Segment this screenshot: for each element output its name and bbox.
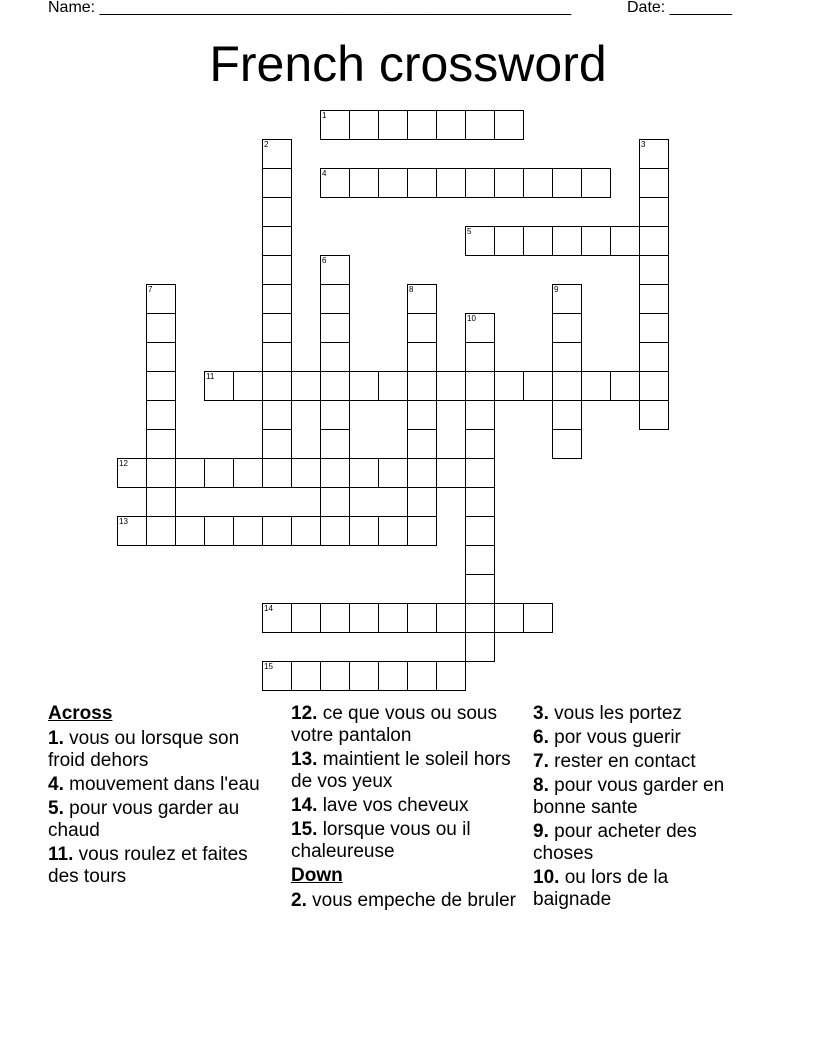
clue-number: 1.: [48, 728, 64, 749]
grid-cell[interactable]: [320, 400, 350, 430]
clue-text: maintient le soleil hors de vos yeux: [291, 749, 511, 792]
cell-number: 15: [264, 662, 273, 671]
grid-cell[interactable]: [146, 516, 176, 546]
grid-cell[interactable]: [175, 458, 205, 488]
grid-cell[interactable]: [465, 371, 495, 401]
grid-cell[interactable]: [552, 400, 582, 430]
grid-cell[interactable]: [262, 371, 292, 401]
clue-text: pour acheter des choses: [533, 821, 697, 864]
clue-number: 15.: [291, 819, 318, 840]
grid-cell[interactable]: [146, 371, 176, 401]
grid-cell[interactable]: [204, 371, 234, 401]
clue-number: 5.: [48, 798, 64, 819]
grid-cell[interactable]: [639, 197, 669, 227]
grid-cell[interactable]: [465, 226, 495, 256]
clue-number: 8.: [533, 775, 549, 796]
clue-text: lorsque vous ou il chaleureuse: [291, 819, 471, 862]
grid-cell[interactable]: [378, 371, 408, 401]
grid-cell[interactable]: [349, 603, 379, 633]
clue-number: 4.: [48, 774, 64, 795]
grid-cell[interactable]: [378, 661, 408, 691]
grid-cell[interactable]: [639, 400, 669, 430]
grid-cell[interactable]: [262, 516, 292, 546]
clues-column-1: [48, 703, 273, 890]
grid-cell[interactable]: [291, 371, 321, 401]
grid-cell[interactable]: [436, 168, 466, 198]
grid-cell[interactable]: [465, 313, 495, 343]
grid-cell[interactable]: [552, 342, 582, 372]
grid-cell[interactable]: [465, 545, 495, 575]
page-title: French crossword: [209, 36, 607, 92]
grid-cell[interactable]: [146, 429, 176, 459]
clue-number: 13.: [291, 749, 318, 770]
grid-cell[interactable]: [262, 255, 292, 285]
grid-cell[interactable]: [436, 371, 466, 401]
clue-down-7: [533, 751, 743, 773]
cell-number: 3: [641, 140, 646, 149]
grid-cell[interactable]: [552, 371, 582, 401]
cell-number: 5: [467, 227, 472, 236]
grid-cell[interactable]: [465, 429, 495, 459]
grid-cell[interactable]: [320, 255, 350, 285]
clue-number: 3.: [533, 703, 549, 724]
grid-cell[interactable]: [639, 371, 669, 401]
clue-text: vous roulez et faites des tours: [48, 844, 248, 887]
clue-down-6: [533, 727, 743, 749]
across-heading: Across: [48, 703, 113, 724]
grid-cell[interactable]: [320, 458, 350, 488]
grid-cell[interactable]: [494, 371, 524, 401]
grid-cell[interactable]: [262, 284, 292, 314]
clue-across-1: [48, 728, 273, 772]
grid-cell[interactable]: [639, 313, 669, 343]
grid-cell[interactable]: [552, 168, 582, 198]
grid-cell[interactable]: [378, 516, 408, 546]
grid-cell[interactable]: [204, 516, 234, 546]
cell-number: 11: [206, 372, 215, 381]
grid-cell[interactable]: [378, 603, 408, 633]
grid-cell[interactable]: [639, 139, 669, 169]
grid-cell[interactable]: [262, 197, 292, 227]
clue-across-13: [291, 749, 516, 793]
cell-number: 2: [264, 140, 269, 149]
grid-cell[interactable]: [523, 168, 553, 198]
down-heading: Down: [291, 865, 343, 886]
date-field[interactable]: Date: _______: [627, 0, 732, 16]
grid-cell[interactable]: [494, 110, 524, 140]
grid-cell[interactable]: [291, 603, 321, 633]
grid-cell[interactable]: [639, 284, 669, 314]
grid-cell[interactable]: [523, 226, 553, 256]
grid-cell[interactable]: [262, 400, 292, 430]
clue-number: 12.: [291, 703, 318, 724]
grid-cell[interactable]: [378, 168, 408, 198]
clue-down-2: [291, 890, 516, 912]
grid-cell[interactable]: [349, 110, 379, 140]
clue-number: 2.: [291, 890, 307, 911]
clue-number: 14.: [291, 795, 318, 816]
cell-number: 10: [467, 314, 476, 323]
clue-text: vous ou lorsque son froid dehors: [48, 728, 240, 771]
grid-cell[interactable]: [349, 458, 379, 488]
grid-cell[interactable]: [494, 226, 524, 256]
clue-across-4: [48, 774, 273, 796]
grid-cell[interactable]: [320, 284, 350, 314]
grid-cell[interactable]: [262, 139, 292, 169]
cell-number: 9: [554, 285, 559, 294]
grid-cell[interactable]: [117, 516, 147, 546]
grid-cell[interactable]: [320, 168, 350, 198]
clue-text: por vous guerir: [548, 727, 681, 748]
cell-number: 13: [119, 517, 128, 526]
grid-cell[interactable]: [349, 516, 379, 546]
grid-cell[interactable]: [320, 661, 350, 691]
grid-cell[interactable]: [552, 429, 582, 459]
clue-text: ou lors de la baignade: [533, 867, 669, 910]
grid-cell[interactable]: [465, 632, 495, 662]
grid-cell[interactable]: [639, 255, 669, 285]
grid-cell[interactable]: [262, 661, 292, 691]
grid-cell[interactable]: [320, 371, 350, 401]
grid-cell[interactable]: [407, 371, 437, 401]
cell-number: 8: [409, 285, 414, 294]
clue-text: ce que vous ou sous votre pantalon: [291, 703, 497, 746]
grid-cell[interactable]: [407, 516, 437, 546]
grid-cell[interactable]: [262, 603, 292, 633]
grid-cell[interactable]: [175, 516, 205, 546]
cell-number: 7: [148, 285, 153, 294]
clue-text: mouvement dans l'eau: [63, 774, 260, 795]
clue-text: lave vos cheveux: [317, 795, 469, 816]
grid-cell[interactable]: [146, 342, 176, 372]
grid-cell[interactable]: [639, 226, 669, 256]
grid-cell[interactable]: [146, 458, 176, 488]
grid-cell[interactable]: [407, 661, 437, 691]
grid-cell[interactable]: [436, 661, 466, 691]
grid-cell[interactable]: [407, 313, 437, 343]
clue-down-8: [533, 775, 743, 819]
cell-number: 12: [119, 459, 128, 468]
clue-across-15: [291, 819, 516, 863]
grid-cell[interactable]: [494, 603, 524, 633]
clues-column-2: [291, 703, 516, 914]
grid-cell[interactable]: [233, 371, 263, 401]
grid-cell[interactable]: [378, 458, 408, 488]
grid-cell[interactable]: [291, 516, 321, 546]
grid-cell[interactable]: [552, 226, 582, 256]
grid-cell[interactable]: [407, 400, 437, 430]
clue-number: 9.: [533, 821, 549, 842]
cell-number: 4: [322, 169, 327, 178]
grid-cell[interactable]: [407, 342, 437, 372]
grid-cell[interactable]: [407, 110, 437, 140]
grid-cell[interactable]: [320, 603, 350, 633]
grid-cell[interactable]: [407, 429, 437, 459]
grid-cell[interactable]: [639, 168, 669, 198]
clue-across-11: [48, 844, 273, 888]
grid-cell[interactable]: [465, 603, 495, 633]
grid-cell[interactable]: [291, 458, 321, 488]
clue-number: 6.: [533, 727, 549, 748]
grid-cell[interactable]: [117, 458, 147, 488]
grid-cell[interactable]: [262, 313, 292, 343]
clue-across-12: [291, 703, 516, 747]
grid-cell[interactable]: [465, 458, 495, 488]
grid-cell[interactable]: [407, 168, 437, 198]
grid-cell[interactable]: [465, 342, 495, 372]
grid-cell[interactable]: [610, 226, 640, 256]
clues-column-3: [533, 703, 743, 913]
clue-down-10: [533, 867, 743, 911]
clue-text: rester en contact: [548, 751, 696, 772]
grid-cell[interactable]: [204, 458, 234, 488]
name-field[interactable]: Name: _____________________________________________________: [48, 0, 572, 16]
clue-number: 10.: [533, 867, 560, 888]
clue-number: 7.: [533, 751, 549, 772]
grid-cell[interactable]: [262, 429, 292, 459]
grid-cell[interactable]: [581, 226, 611, 256]
grid-cell[interactable]: [581, 371, 611, 401]
cell-number: 6: [322, 256, 327, 265]
cell-number: 14: [264, 604, 273, 613]
grid-cell[interactable]: [349, 371, 379, 401]
clue-text: vous empeche de bruler: [306, 890, 516, 911]
grid-cell[interactable]: [233, 458, 263, 488]
grid-cell[interactable]: [320, 487, 350, 517]
grid-cell[interactable]: [146, 400, 176, 430]
grid-cell[interactable]: [349, 168, 379, 198]
clue-text: pour vous garder en bonne sante: [533, 775, 725, 818]
grid-cell[interactable]: [436, 458, 466, 488]
grid-cell[interactable]: [320, 516, 350, 546]
clue-down-9: [533, 821, 743, 865]
clue-text: pour vous garder au chaud: [48, 798, 240, 841]
grid-cell[interactable]: [146, 313, 176, 343]
grid-cell[interactable]: [378, 110, 408, 140]
grid-cell[interactable]: [552, 313, 582, 343]
grid-cell[interactable]: [349, 661, 379, 691]
grid-cell[interactable]: [494, 168, 524, 198]
clue-across-14: [291, 795, 516, 817]
grid-cell[interactable]: [407, 603, 437, 633]
clue-text: vous les portez: [548, 703, 682, 724]
grid-cell[interactable]: [320, 342, 350, 372]
cell-number: 1: [322, 111, 327, 120]
grid-cell[interactable]: [639, 342, 669, 372]
clue-down-3: [533, 703, 743, 725]
grid-cell[interactable]: [291, 661, 321, 691]
grid-cell[interactable]: [465, 487, 495, 517]
grid-cell[interactable]: [523, 603, 553, 633]
grid-cell[interactable]: [320, 313, 350, 343]
grid-cell[interactable]: [233, 516, 263, 546]
grid-cell[interactable]: [407, 284, 437, 314]
grid-cell[interactable]: [262, 226, 292, 256]
grid-cell[interactable]: [465, 516, 495, 546]
grid-cell[interactable]: [610, 371, 640, 401]
grid-cell[interactable]: [465, 168, 495, 198]
grid-cell[interactable]: [465, 400, 495, 430]
grid-cell[interactable]: [436, 110, 466, 140]
clue-number: 11.: [48, 844, 74, 865]
grid-cell[interactable]: [262, 458, 292, 488]
grid-cell[interactable]: [407, 458, 437, 488]
grid-cell[interactable]: [320, 110, 350, 140]
grid-cell[interactable]: [320, 429, 350, 459]
grid-cell[interactable]: [407, 487, 437, 517]
grid-cell[interactable]: [146, 487, 176, 517]
grid-cell[interactable]: [436, 603, 466, 633]
clue-across-5: [48, 798, 273, 842]
grid-cell[interactable]: [146, 284, 176, 314]
grid-cell[interactable]: [262, 168, 292, 198]
grid-cell[interactable]: [523, 371, 553, 401]
grid-cell[interactable]: [465, 574, 495, 604]
grid-cell[interactable]: [581, 168, 611, 198]
grid-cell[interactable]: [465, 110, 495, 140]
grid-cell[interactable]: [552, 284, 582, 314]
grid-cell[interactable]: [262, 342, 292, 372]
